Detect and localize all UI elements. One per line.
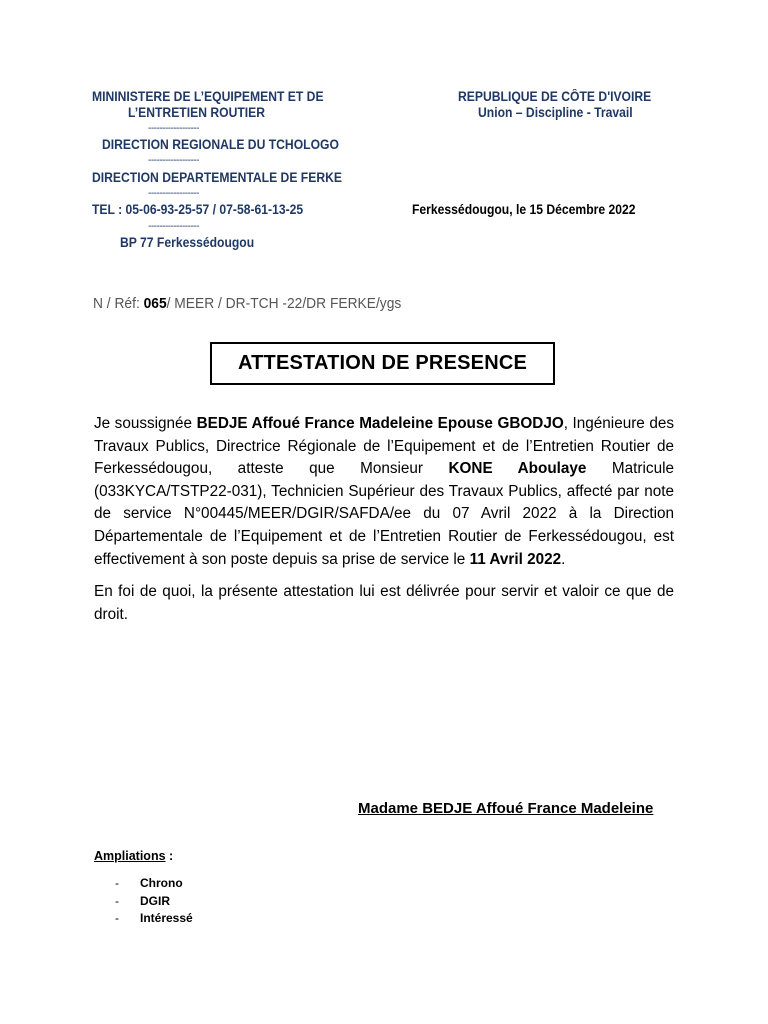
national-motto: Union – Discipline - Travail [478,105,633,120]
ampliations-list [115,875,193,928]
ministry-line-1: MININISTERE DE L’EQUIPEMENT ET DE [92,89,324,104]
bullet: - [115,876,119,890]
body-text: Je soussignée [94,415,197,432]
departmental-direction: DIRECTION DEPARTEMENTALE DE FERKE [92,170,342,185]
body-text: , Ingénieure des Travaux Publics, Directrice Régionale de l’Equipement et de l’Entretien Routier de Ferkessédougou, atteste que Monsieur [94,415,674,478]
separator: ------------------ [148,123,199,134]
body-paragraph-1 [94,413,674,571]
body-text: . [561,550,566,568]
place-date: Ferkessédougou, le 15 Décembre 2022 [412,202,636,217]
attestation-body [94,413,674,626]
republic-name: REPUBLIQUE DE CÔTE D'IVOIRE [458,89,652,104]
reference-suffix: / MEER / DR-TCH -22/DR FERKE/ygs [166,295,402,312]
ampliation-item: Chrono [140,876,183,890]
ampliation-item: Intéressé [140,911,193,925]
list-item [115,893,193,911]
signature-name: Madame BEDJE Affoué France Madeleine [358,800,654,817]
bullet: - [115,893,119,908]
list-item [115,875,193,893]
po-box: BP 77 Ferkessédougou [120,235,255,250]
body-paragraph-2: En foi de quoi, la présente attestation lui est délivrée pour servir et valoir ce que de droit. [94,583,674,623]
document-title: ATTESTATION DE PRESENCE [210,342,555,385]
ampliations-title: Ampliations [94,849,166,863]
separator: ------------------ [148,221,199,232]
telephone: TEL : 05-06-93-25-57 / 07-58-61-13-25 [92,202,304,217]
reference-number [93,295,401,312]
ministry-line-2: L’ENTRETIEN ROUTIER [128,105,266,120]
body-text: Matricule (033KYCA/TSTP22-031), Technicien Supérieur des Travaux Publics, affecté par note de service N°00445/MEER/DGIR/SAFDA/ee du 07 Avril 2022 à la Direction Départementale de l’Equipement et de l’Entretien Routier de Ferkessédougou, est effectivement à son poste depuis sa prise de service le [94,460,674,568]
ampliations-label [94,849,173,863]
bullet: - [115,911,119,925]
ampliation-item: DGIR [140,893,170,908]
reference-prefix: N / Réf: [93,295,144,312]
regional-direction: DIRECTION REGIONALE DU TCHOLOGO [102,137,339,152]
separator: ------------------ [148,188,199,199]
separator: ------------------ [148,155,199,166]
employee-name: KONE Aboulaye [448,460,587,478]
reference-id: 065 [143,295,167,312]
start-date: 11 Avril 2022 [469,550,562,568]
list-item [115,910,193,928]
signatory-name: BEDJE Affoué France Madeleine Epouse GBODJO [196,415,564,432]
ampliations-colon: : [165,849,174,863]
